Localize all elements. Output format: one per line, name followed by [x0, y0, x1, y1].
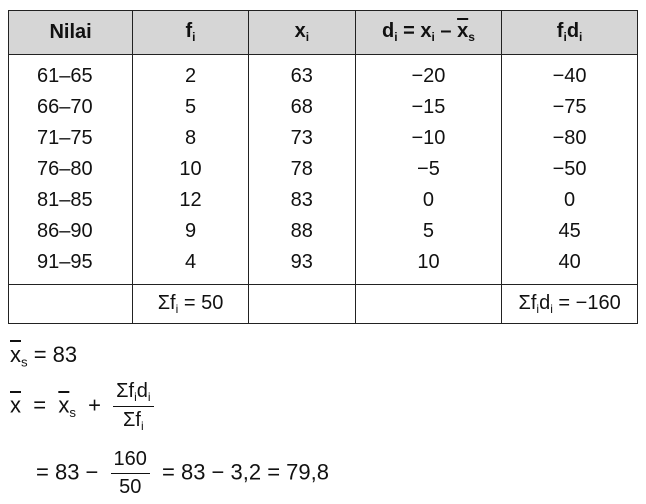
cell-fi: 10 [133, 154, 249, 185]
cell-xi: 73 [248, 123, 355, 154]
cell-nilai: 81–85 [9, 185, 133, 216]
cell-di: −10 [355, 123, 501, 154]
cell-nilai: 66–70 [9, 92, 133, 123]
cell-empty [355, 285, 501, 324]
table-row [9, 55, 638, 93]
formula-assumed-mean: $\overline{x}_s = 83$ [10, 342, 78, 370]
table-row [9, 247, 638, 285]
cell-nilai: 91–95 [9, 247, 133, 285]
cell-di: 0 [355, 185, 501, 216]
cell-xi: 93 [248, 247, 355, 285]
formula-result: = 83 − $\frac{160}{50}$ = 83 − 3,2 = 79,8 [36, 448, 329, 498]
header-di: $d_i = x_i - \overline{x}_s$ [355, 11, 501, 55]
cell-fidi: 45 [502, 216, 638, 247]
fraction-160-over-50: $\frac{160}{50}$ [111, 448, 150, 499]
table-row [9, 185, 638, 216]
cell-fidi: −50 [502, 154, 638, 185]
cell-fi: 2 [133, 55, 249, 93]
cell-fi: 4 [133, 247, 249, 285]
cell-empty [9, 285, 133, 324]
cell-fidi: 40 [502, 247, 638, 285]
table-row [9, 216, 638, 247]
frequency-table [8, 10, 638, 324]
cell-fidi: −40 [502, 55, 638, 93]
cell-fi: 5 [133, 92, 249, 123]
cell-di: −15 [355, 92, 501, 123]
fraction-sum-fd-over-sum-f: $\frac{\Sigma f_id_i}{\Sigma f_i}$ [113, 380, 153, 433]
header-fidi: $f_id_i$ [502, 11, 638, 55]
table-row [9, 154, 638, 185]
cell-xi: 78 [248, 154, 355, 185]
cell-nilai: 86–90 [9, 216, 133, 247]
sum-fidi: $\Sigma f_id_i = -160$ [502, 285, 638, 324]
cell-fi: 9 [133, 216, 249, 247]
formula-mean: $\overline{x} = \overline{x}_s$ + $\frac{\Sigma f_id_i}{\Sigma f_i}$ [10, 380, 160, 433]
cell-nilai: 76–80 [9, 154, 133, 185]
cell-xi: 88 [248, 216, 355, 247]
cell-xi: 63 [248, 55, 355, 93]
cell-xi: 68 [248, 92, 355, 123]
cell-fi: 12 [133, 185, 249, 216]
sum-fi: $\Sigma f_i = 50$ [133, 285, 249, 324]
cell-nilai: 61–65 [9, 55, 133, 93]
cell-fidi: −75 [502, 92, 638, 123]
cell-di: 5 [355, 216, 501, 247]
header-xi: $x_i$ [248, 11, 355, 55]
cell-di: 10 [355, 247, 501, 285]
cell-fidi: 0 [502, 185, 638, 216]
table-row [9, 92, 638, 123]
totals-row [9, 285, 638, 324]
table-row [9, 123, 638, 154]
cell-fi: 8 [133, 123, 249, 154]
cell-empty [248, 285, 355, 324]
cell-nilai: 71–75 [9, 123, 133, 154]
cell-fidi: −80 [502, 123, 638, 154]
header-nilai: Nilai [9, 11, 133, 55]
cell-xi: 83 [248, 185, 355, 216]
cell-di: −5 [355, 154, 501, 185]
header-fi: $f_i$ [133, 11, 249, 55]
table-header-row [9, 11, 638, 55]
cell-di: −20 [355, 55, 501, 93]
